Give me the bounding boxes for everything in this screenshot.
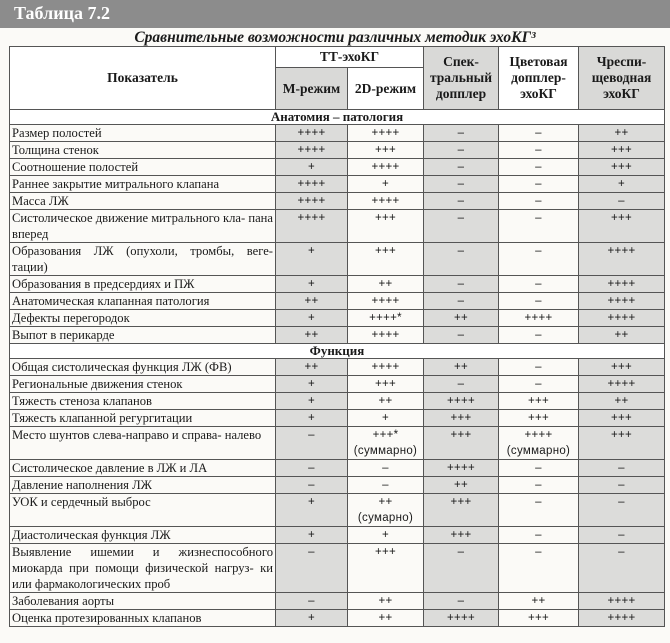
row-value: – — [579, 544, 665, 593]
row-value: – — [424, 376, 499, 393]
row-value: ++++ — [276, 125, 348, 142]
row-value: – — [499, 527, 579, 544]
row-label: Соотношение полостей — [10, 159, 276, 176]
row-value: – — [499, 376, 579, 393]
row-value: ++++ — [348, 293, 424, 310]
table-row — [10, 610, 665, 627]
row-value: ++ — [348, 276, 424, 293]
row-value: – — [499, 544, 579, 593]
row-label: Выявление ишемии и жизнеспособного миокарда при помощи физической нагруз- ки или фармакологических проб — [10, 544, 276, 593]
row-value: + — [276, 376, 348, 393]
row-value: ++ — [579, 327, 665, 344]
table-row — [10, 193, 665, 210]
row-value: – — [499, 327, 579, 344]
row-value: +++ — [579, 427, 665, 460]
row-label: Размер полостей — [10, 125, 276, 142]
row-label: Место шунтов слева-направо и справа- налево — [10, 427, 276, 460]
row-value: + — [276, 310, 348, 327]
row-label: Систолическое давление в ЛЖ и ЛА — [10, 460, 276, 477]
row-label: Анатомическая клапанная патология — [10, 293, 276, 310]
row-value: +++ — [579, 410, 665, 427]
row-value: – — [499, 176, 579, 193]
row-value: – — [579, 494, 665, 527]
row-value: – — [424, 142, 499, 159]
row-value: – — [499, 359, 579, 376]
table-row — [10, 593, 665, 610]
row-value: ++++ — [579, 376, 665, 393]
row-value: ++++ — [348, 359, 424, 376]
row-value: ++++ — [499, 310, 579, 327]
row-value: – — [579, 527, 665, 544]
section-header-row — [10, 110, 665, 125]
row-value: – — [424, 193, 499, 210]
row-value: ++++ — [579, 243, 665, 276]
table-row — [10, 327, 665, 344]
row-value: +++ — [424, 427, 499, 460]
row-value: +++ — [348, 243, 424, 276]
row-value: – — [499, 477, 579, 494]
header-spectral-doppler: Спек- тральный допплер — [424, 47, 499, 110]
row-value: ++ — [276, 293, 348, 310]
row-value: – — [499, 142, 579, 159]
row-value: ++ — [499, 593, 579, 610]
row-value: ++++ — [579, 593, 665, 610]
row-value: +++ — [579, 359, 665, 376]
row-value: – — [424, 293, 499, 310]
row-label: Выпот в перикарде — [10, 327, 276, 344]
table-row — [10, 142, 665, 159]
row-value: ++++ — [348, 125, 424, 142]
row-value: +++ — [579, 159, 665, 176]
row-value: – — [499, 276, 579, 293]
row-value: + — [348, 410, 424, 427]
row-value: ++++ — [348, 159, 424, 176]
row-value: + — [276, 494, 348, 527]
row-value: +++ — [424, 527, 499, 544]
row-label: Толщина стенок — [10, 142, 276, 159]
table-caption: Сравнительные возможности различных методик эхоКГ³ — [134, 29, 536, 46]
row-value: – — [499, 193, 579, 210]
table-row — [10, 293, 665, 310]
row-value: – — [499, 460, 579, 477]
row-value: – — [348, 460, 424, 477]
table-row — [10, 176, 665, 193]
row-value: ++ — [424, 477, 499, 494]
table-title-bar — [0, 0, 670, 28]
row-value: – — [499, 159, 579, 176]
header-tt-echo: ТТ-эхоКГ — [276, 47, 424, 68]
row-value: – — [499, 494, 579, 527]
table-row — [10, 310, 665, 327]
row-value: ++++ — [579, 610, 665, 627]
row-value: + — [348, 176, 424, 193]
row-value: +++ — [348, 544, 424, 593]
row-value: – — [579, 193, 665, 210]
row-value: ++++ — [579, 310, 665, 327]
row-value: ++++ — [276, 176, 348, 193]
table-row — [10, 410, 665, 427]
row-label: Региональные движения стенок — [10, 376, 276, 393]
row-value: +++ — [424, 494, 499, 527]
row-value: – — [424, 159, 499, 176]
row-label: Давление наполнения ЛЖ — [10, 477, 276, 494]
row-value: – — [276, 593, 348, 610]
row-value: +++ — [499, 393, 579, 410]
row-value: – — [276, 477, 348, 494]
table-row — [10, 243, 665, 276]
row-value: – — [424, 544, 499, 593]
table-row — [10, 544, 665, 593]
row-value: ++++ — [348, 193, 424, 210]
row-value: ++ — [424, 310, 499, 327]
row-value: + — [276, 276, 348, 293]
table-row — [10, 494, 665, 527]
row-value: ++++ (суммарно) — [499, 427, 579, 460]
row-label: Общая систолическая функция ЛЖ (ФВ) — [10, 359, 276, 376]
row-value: – — [348, 477, 424, 494]
row-value: ++ — [348, 610, 424, 627]
row-value: – — [499, 210, 579, 243]
table-row — [10, 393, 665, 410]
row-label: Систолическое движение митрального кла- пана вперед — [10, 210, 276, 243]
row-value: – — [276, 427, 348, 460]
table-row — [10, 427, 665, 460]
row-value: +++ — [499, 610, 579, 627]
comparison-table — [9, 46, 665, 627]
row-value: +++ — [424, 410, 499, 427]
row-value: ++++ — [424, 460, 499, 477]
row-value: – — [424, 593, 499, 610]
row-value: – — [499, 125, 579, 142]
row-value: – — [424, 176, 499, 193]
row-value: + — [276, 410, 348, 427]
row-value: – — [276, 460, 348, 477]
row-value: + — [276, 393, 348, 410]
row-value: + — [276, 159, 348, 176]
table-row — [10, 376, 665, 393]
row-label: Образования ЛЖ (опухоли, тромбы, веге- тации) — [10, 243, 276, 276]
row-value: ++++* — [348, 310, 424, 327]
row-value: + — [276, 527, 348, 544]
table-row — [10, 359, 665, 376]
header-color-doppler: Цветовая допплер- эхоКГ — [499, 47, 579, 110]
row-value: + — [579, 176, 665, 193]
table-row — [10, 460, 665, 477]
row-label: Масса ЛЖ — [10, 193, 276, 210]
row-value: +++ — [348, 376, 424, 393]
row-value: +++* (суммарно) — [348, 427, 424, 460]
row-label: Тяжесть клапанной регургитации — [10, 410, 276, 427]
row-value: + — [276, 610, 348, 627]
row-value: +++ — [348, 142, 424, 159]
row-label: Дефекты перегородок — [10, 310, 276, 327]
table-row — [10, 159, 665, 176]
row-label: Диастолическая функция ЛЖ — [10, 527, 276, 544]
row-value: ++ — [276, 359, 348, 376]
row-value: ++ — [348, 593, 424, 610]
row-value: – — [424, 276, 499, 293]
row-value: ++ — [348, 393, 424, 410]
row-value: ++ — [424, 359, 499, 376]
row-label: Оценка протезированных клапанов — [10, 610, 276, 627]
table-row — [10, 527, 665, 544]
row-value: – — [579, 477, 665, 494]
row-value: +++ — [499, 410, 579, 427]
row-value: ++++ — [348, 327, 424, 344]
row-value: ++ — [579, 125, 665, 142]
row-value: ++ — [276, 327, 348, 344]
section-header-row — [10, 344, 665, 359]
row-value: – — [424, 210, 499, 243]
table-row — [10, 210, 665, 243]
row-value: ++ — [579, 393, 665, 410]
row-label: Раннее закрытие митрального клапана — [10, 176, 276, 193]
section-title: Анатомия – патология — [10, 110, 665, 125]
table-number: Таблица 7.2 — [14, 3, 110, 23]
row-value: +++ — [348, 210, 424, 243]
row-label: Заболевания аорты — [10, 593, 276, 610]
table-row — [10, 125, 665, 142]
row-value: ++ (сумарно) — [348, 494, 424, 527]
header-2d-mode: 2D-режим — [348, 68, 424, 110]
row-value: ++++ — [424, 393, 499, 410]
row-value: ++++ — [276, 142, 348, 159]
header-indicator: Показатель — [10, 47, 276, 110]
table-body — [10, 110, 665, 627]
table-row — [10, 276, 665, 293]
row-value: ++++ — [276, 210, 348, 243]
row-value: – — [424, 327, 499, 344]
row-value: – — [499, 243, 579, 276]
section-title: Функция — [10, 344, 665, 359]
row-value: ++++ — [579, 276, 665, 293]
row-value: – — [276, 544, 348, 593]
row-value: + — [348, 527, 424, 544]
row-value: ++++ — [579, 293, 665, 310]
header-m-mode: М-режим — [276, 68, 348, 110]
row-value: + — [276, 243, 348, 276]
row-label: Тяжесть стеноза клапанов — [10, 393, 276, 410]
row-value: ++++ — [276, 193, 348, 210]
row-value: +++ — [579, 142, 665, 159]
row-label: Образования в предсердиях и ПЖ — [10, 276, 276, 293]
row-value: – — [424, 243, 499, 276]
row-value: – — [499, 293, 579, 310]
row-value: – — [424, 125, 499, 142]
row-value: +++ — [579, 210, 665, 243]
table-row — [10, 477, 665, 494]
row-label: УОК и сердечный выброс — [10, 494, 276, 527]
row-value: – — [579, 460, 665, 477]
row-value: ++++ — [424, 610, 499, 627]
header-tee: Чреспи- щеводная эхоКГ — [579, 47, 665, 110]
